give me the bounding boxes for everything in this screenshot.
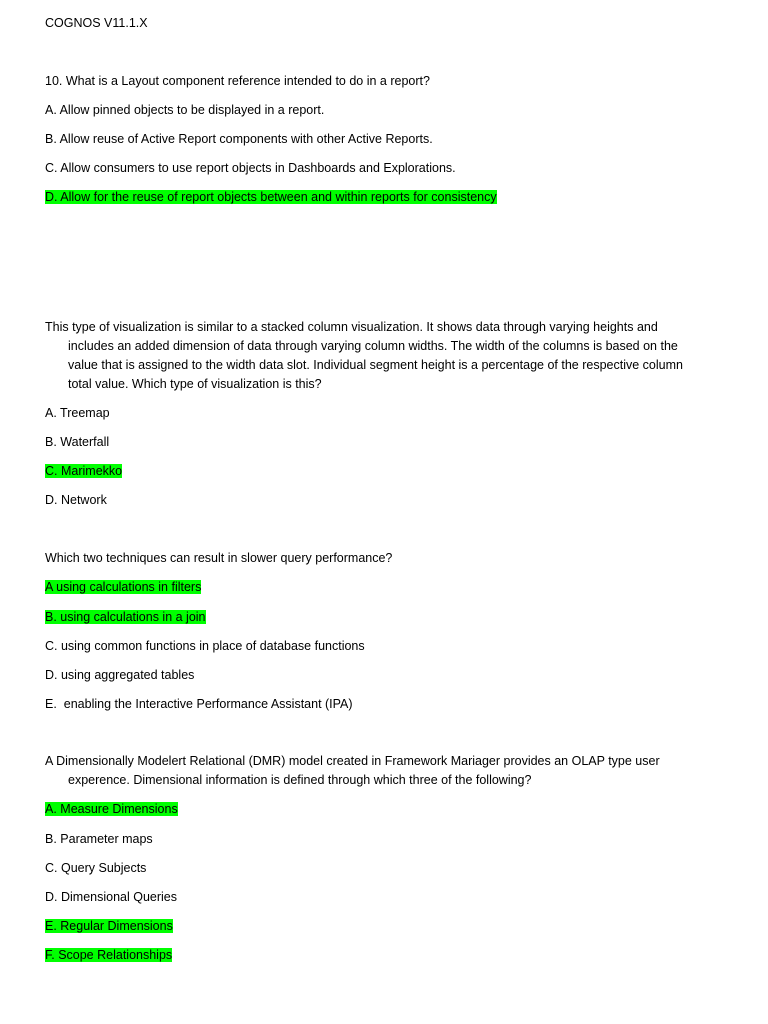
question-4-option-a-correct: A. Measure Dimensions xyxy=(45,802,178,816)
question-3-option-e: E. enabling the Interactive Performance Assistant (IPA) xyxy=(45,697,353,711)
question-2-option-d: D. Network xyxy=(45,493,107,507)
question-2-option-c-correct: C. Marimekko xyxy=(45,464,123,478)
question-3-option-c: C. using common functions in place of database functions xyxy=(45,639,365,653)
question-4-option-c: C. Query Subjects xyxy=(45,861,147,875)
question-1-option-b: B. Allow reuse of Active Report components with other Active Reports. xyxy=(45,132,433,146)
question-4-option-b: B. Parameter maps xyxy=(45,832,153,846)
question-1-option-c: C. Allow consumers to use report objects in Dashboards and Explorations. xyxy=(45,161,456,175)
question-3-text: Which two techniques can result in slower query performance? xyxy=(45,551,393,565)
question-3-option-b-correct: B. using calculations in a join xyxy=(45,610,206,624)
question-3-option-a-correct: A using calculations in filters xyxy=(45,580,202,594)
question-3-option-d: D. using aggregated tables xyxy=(45,668,195,682)
question-4-option-e-correct: E. Regular Dimensions xyxy=(45,919,173,933)
question-1-option-d-correct: D. Allow for the reuse of report objects between and within reports for consistency xyxy=(45,190,497,204)
question-2-text: This type of visualization is similar to a stacked column visualization. It shows data through varying heights and includes an added dimension of data through varying column widths. The width of the columns is based on the value that is assigned to the width data slot. Individual segment height is a percentage of the respective column total value. Which type of visualization is this? xyxy=(45,320,683,391)
question-2-option-b: B. Waterfall xyxy=(45,435,110,449)
question-1-option-a: A. Allow pinned objects to be displayed in a report. xyxy=(45,103,325,117)
document-header: COGNOS V11.1.X xyxy=(45,16,148,30)
question-4-option-f-correct: F. Scope Relationships xyxy=(45,948,173,962)
question-2-option-a: A. Treemap xyxy=(45,406,110,420)
question-4-option-d: D. Dimensional Queries xyxy=(45,890,177,904)
question-1-text: 10. What is a Layout component reference intended to do in a report? xyxy=(45,74,430,88)
question-4-text: A Dimensionally Modelert Relational (DMR) model created in Framework Mariager provides an OLAP type user experence. Dimensional information is defined through which three of the following? xyxy=(45,754,660,787)
